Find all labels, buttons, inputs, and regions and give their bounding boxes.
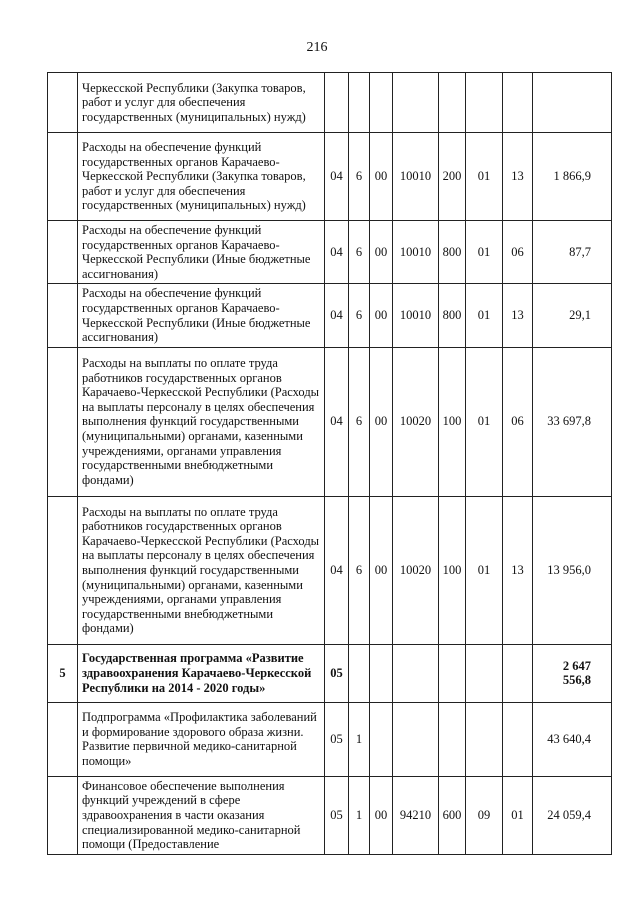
code-cell xyxy=(503,702,533,776)
code-cell: 6 xyxy=(349,284,370,347)
description-cell: Расходы на обеспечение функций государственных органов Карачаево-Черкесской Республики (Иные бюджетные ассигнования) xyxy=(78,221,325,284)
code-cell: 800 xyxy=(439,284,466,347)
code-cell: 200 xyxy=(439,133,466,221)
code-cell: 10020 xyxy=(393,347,439,496)
amount-cell: 24 059,4 xyxy=(533,776,612,854)
row-number xyxy=(48,221,78,284)
table-row xyxy=(48,702,612,776)
code-cell: 10020 xyxy=(393,496,439,644)
table-row xyxy=(48,776,612,854)
table-row xyxy=(48,347,612,496)
code-cell xyxy=(503,644,533,702)
table-row xyxy=(48,73,612,133)
code-cell: 00 xyxy=(370,496,393,644)
code-cell: 1 xyxy=(349,776,370,854)
code-cell: 1 xyxy=(349,702,370,776)
code-cell: 800 xyxy=(439,221,466,284)
table-row xyxy=(48,133,612,221)
description-cell: Расходы на выплаты по оплате труда работников государственных органов Карачаево-Черкесской Республики (Расходы на выплаты персоналу в целях обеспечения выполнения функций государственными (муниципальными) органами, казенными учреждениями, органами управления государственными внебюджетными фондами) xyxy=(78,347,325,496)
code-cell xyxy=(393,73,439,133)
description-cell: Черкесской Республики (Закупка товаров, работ и услуг для обеспечения государственных (муниципальных) нужд) xyxy=(78,73,325,133)
table-row xyxy=(48,496,612,644)
amount-cell xyxy=(533,73,612,133)
code-cell: 04 xyxy=(325,284,349,347)
row-number: 5 xyxy=(48,644,78,702)
row-number xyxy=(48,776,78,854)
row-number xyxy=(48,702,78,776)
row-number xyxy=(48,73,78,133)
code-cell xyxy=(393,702,439,776)
row-number xyxy=(48,133,78,221)
amount-cell: 33 697,8 xyxy=(533,347,612,496)
code-cell: 00 xyxy=(370,284,393,347)
code-cell xyxy=(439,702,466,776)
page-number: 216 xyxy=(306,40,328,55)
code-cell: 10010 xyxy=(393,284,439,347)
code-cell: 13 xyxy=(503,133,533,221)
code-cell: 100 xyxy=(439,347,466,496)
amount-cell: 1 866,9 xyxy=(533,133,612,221)
code-cell xyxy=(349,644,370,702)
code-cell: 05 xyxy=(325,776,349,854)
table-row xyxy=(48,644,612,702)
description-cell: Подпрограмма «Профилактика заболеваний и формирование здорового образа жизни. Развитие первичной медико-санитарной помощи» xyxy=(78,702,325,776)
code-cell: 6 xyxy=(349,347,370,496)
code-cell xyxy=(370,644,393,702)
amount-cell: 29,1 xyxy=(533,284,612,347)
code-cell: 04 xyxy=(325,133,349,221)
code-cell: 09 xyxy=(466,776,503,854)
code-cell: 13 xyxy=(503,284,533,347)
amount-cell: 13 956,0 xyxy=(533,496,612,644)
description-cell: Финансовое обеспечение выполнения функций учреждений в сфере здравоохранения в части оказания специализированной медико-санитарной помощи (Предоставление xyxy=(78,776,325,854)
code-cell: 01 xyxy=(466,496,503,644)
amount-cell: 2 647 556,8 xyxy=(533,644,612,702)
code-cell: 6 xyxy=(349,221,370,284)
code-cell: 04 xyxy=(325,221,349,284)
code-cell: 00 xyxy=(370,133,393,221)
code-cell: 600 xyxy=(439,776,466,854)
code-cell: 00 xyxy=(370,776,393,854)
code-cell xyxy=(466,644,503,702)
table-row xyxy=(48,284,612,347)
code-cell: 06 xyxy=(503,347,533,496)
code-cell: 13 xyxy=(503,496,533,644)
amount-cell: 87,7 xyxy=(533,221,612,284)
description-cell: Расходы на обеспечение функций государственных органов Карачаево-Черкесской Республики (Иные бюджетные ассигнования) xyxy=(78,284,325,347)
code-cell: 01 xyxy=(466,347,503,496)
code-cell: 94210 xyxy=(393,776,439,854)
code-cell: 00 xyxy=(370,221,393,284)
row-number xyxy=(48,496,78,644)
code-cell: 6 xyxy=(349,133,370,221)
amount-cell: 43 640,4 xyxy=(533,702,612,776)
code-cell xyxy=(349,73,370,133)
code-cell xyxy=(439,644,466,702)
code-cell: 00 xyxy=(370,347,393,496)
table-row xyxy=(48,221,612,284)
code-cell xyxy=(393,644,439,702)
code-cell: 01 xyxy=(466,133,503,221)
code-cell: 06 xyxy=(503,221,533,284)
code-cell: 100 xyxy=(439,496,466,644)
description-cell: Государственная программа «Развитие здравоохранения Карачаево-Черкесской Республики на 2014 - 2020 годы» xyxy=(78,644,325,702)
description-cell: Расходы на выплаты по оплате труда работников государственных органов Карачаево-Черкесской Республики (Расходы на выплаты персоналу в целях обеспечения выполнения функций государственными (муниципальными) органами, казенными учреждениями, органами управления государственными внебюджетными фондами) xyxy=(78,496,325,644)
code-cell xyxy=(325,73,349,133)
code-cell: 04 xyxy=(325,496,349,644)
code-cell xyxy=(370,702,393,776)
description-cell: Расходы на обеспечение функций государственных органов Карачаево-Черкесской Республики (Закупка товаров, работ и услуг для обеспечения государственных (муниципальных) нужд) xyxy=(78,133,325,221)
code-cell: 04 xyxy=(325,347,349,496)
code-cell: 10010 xyxy=(393,221,439,284)
code-cell: 10010 xyxy=(393,133,439,221)
code-cell xyxy=(370,73,393,133)
code-cell: 01 xyxy=(503,776,533,854)
code-cell xyxy=(503,73,533,133)
code-cell: 6 xyxy=(349,496,370,644)
code-cell xyxy=(439,73,466,133)
code-cell: 01 xyxy=(466,284,503,347)
code-cell xyxy=(466,73,503,133)
code-cell: 05 xyxy=(325,644,349,702)
budget-table xyxy=(47,72,612,855)
row-number xyxy=(48,347,78,496)
code-cell xyxy=(466,702,503,776)
code-cell: 05 xyxy=(325,702,349,776)
row-number xyxy=(48,284,78,347)
code-cell: 01 xyxy=(466,221,503,284)
